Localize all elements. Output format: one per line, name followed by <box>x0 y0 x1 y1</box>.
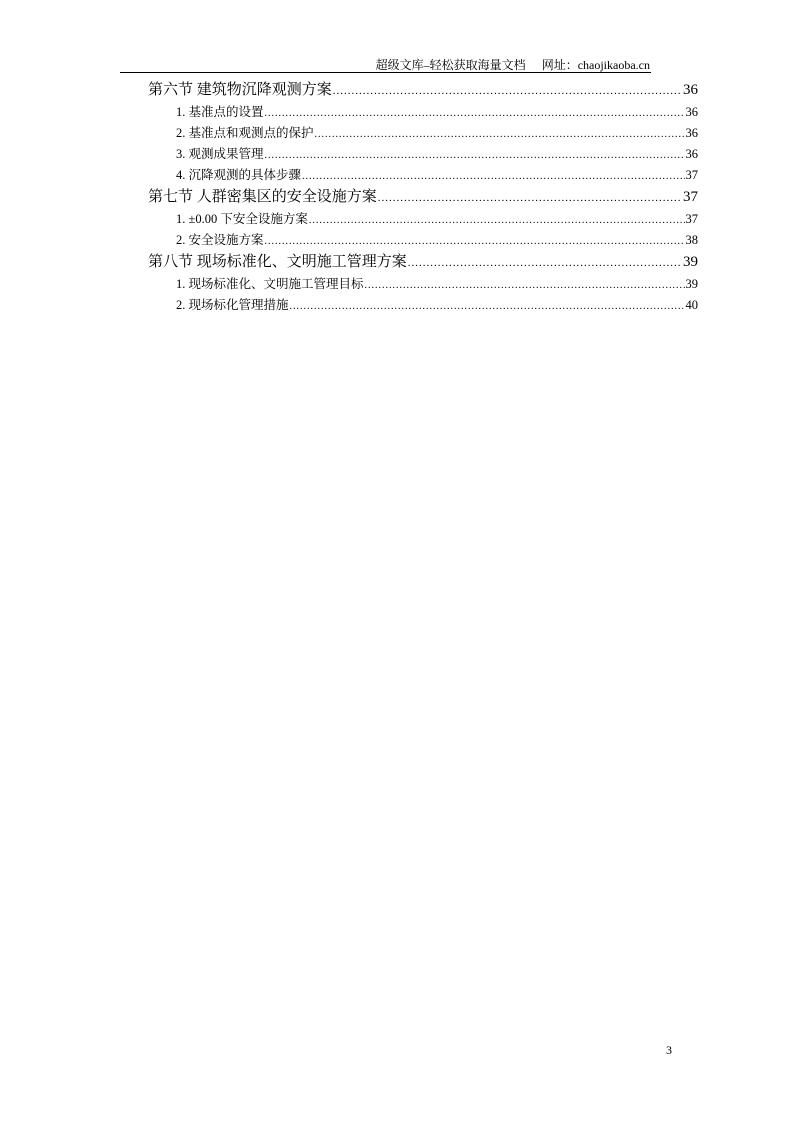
table-of-contents <box>148 79 698 316</box>
toc-leader-dots <box>302 166 684 187</box>
toc-leader-dots <box>290 296 685 317</box>
toc-item-title: 3. 观测成果管理 <box>176 147 264 161</box>
header-title: 超级文库–轻松获取海量文档 <box>375 58 526 72</box>
toc-leader-dots <box>408 252 682 275</box>
toc-item[interactable] <box>148 274 698 295</box>
toc-leader-dots <box>365 275 685 296</box>
toc-section-title: 第七节 人群密集区的安全设施方案 <box>148 189 377 205</box>
toc-section-6[interactable] <box>148 79 698 102</box>
toc-item-page: 36 <box>685 147 698 161</box>
toc-leader-dots <box>333 80 682 103</box>
toc-leader-dots <box>265 145 685 166</box>
toc-item-title: 1. ±0.00 下安全设施方案 <box>176 212 308 226</box>
toc-leader-dots <box>265 231 685 252</box>
toc-item[interactable] <box>148 123 698 144</box>
toc-item-page: 39 <box>685 277 698 291</box>
toc-leader-dots <box>378 187 682 210</box>
toc-section-page: 37 <box>683 189 698 205</box>
toc-leader-dots <box>265 103 685 124</box>
toc-item-page: 36 <box>685 126 698 140</box>
toc-item[interactable] <box>148 102 698 123</box>
header-url: 网址：chaojikaoba.cn <box>541 58 650 72</box>
toc-item[interactable] <box>148 165 698 186</box>
toc-item-page: 37 <box>685 212 698 226</box>
toc-item-title: 2. 安全设施方案 <box>176 233 264 247</box>
toc-section-page: 39 <box>683 254 698 270</box>
toc-item-page: 38 <box>685 233 698 247</box>
toc-item[interactable] <box>148 295 698 316</box>
toc-section-7[interactable] <box>148 186 698 209</box>
toc-item-page: 37 <box>685 168 698 182</box>
header-divider <box>120 72 651 73</box>
toc-item-title: 2. 现场标化管理措施 <box>176 298 289 312</box>
toc-item-page: 36 <box>685 105 698 119</box>
toc-item-title: 1. 现场标准化、文明施工管理目标 <box>176 277 364 291</box>
toc-section-title: 第八节 现场标准化、文明施工管理方案 <box>148 254 407 270</box>
toc-section-page: 36 <box>683 82 698 98</box>
toc-leader-dots <box>309 210 685 231</box>
toc-item[interactable] <box>148 144 698 165</box>
toc-item[interactable] <box>148 209 698 230</box>
page-header <box>0 56 650 73</box>
page-number: 3 <box>666 1043 672 1057</box>
toc-item-page: 40 <box>685 298 698 312</box>
toc-leader-dots <box>315 124 685 145</box>
toc-section-8[interactable] <box>148 251 698 274</box>
toc-item-title: 4. 沉降观测的具体步骤 <box>176 168 302 182</box>
toc-item-title: 1. 基准点的设置 <box>176 105 264 119</box>
toc-item-title: 2. 基准点和观测点的保护 <box>176 126 314 140</box>
toc-item[interactable] <box>148 230 698 251</box>
toc-section-title: 第六节 建筑物沉降观测方案 <box>148 82 332 98</box>
